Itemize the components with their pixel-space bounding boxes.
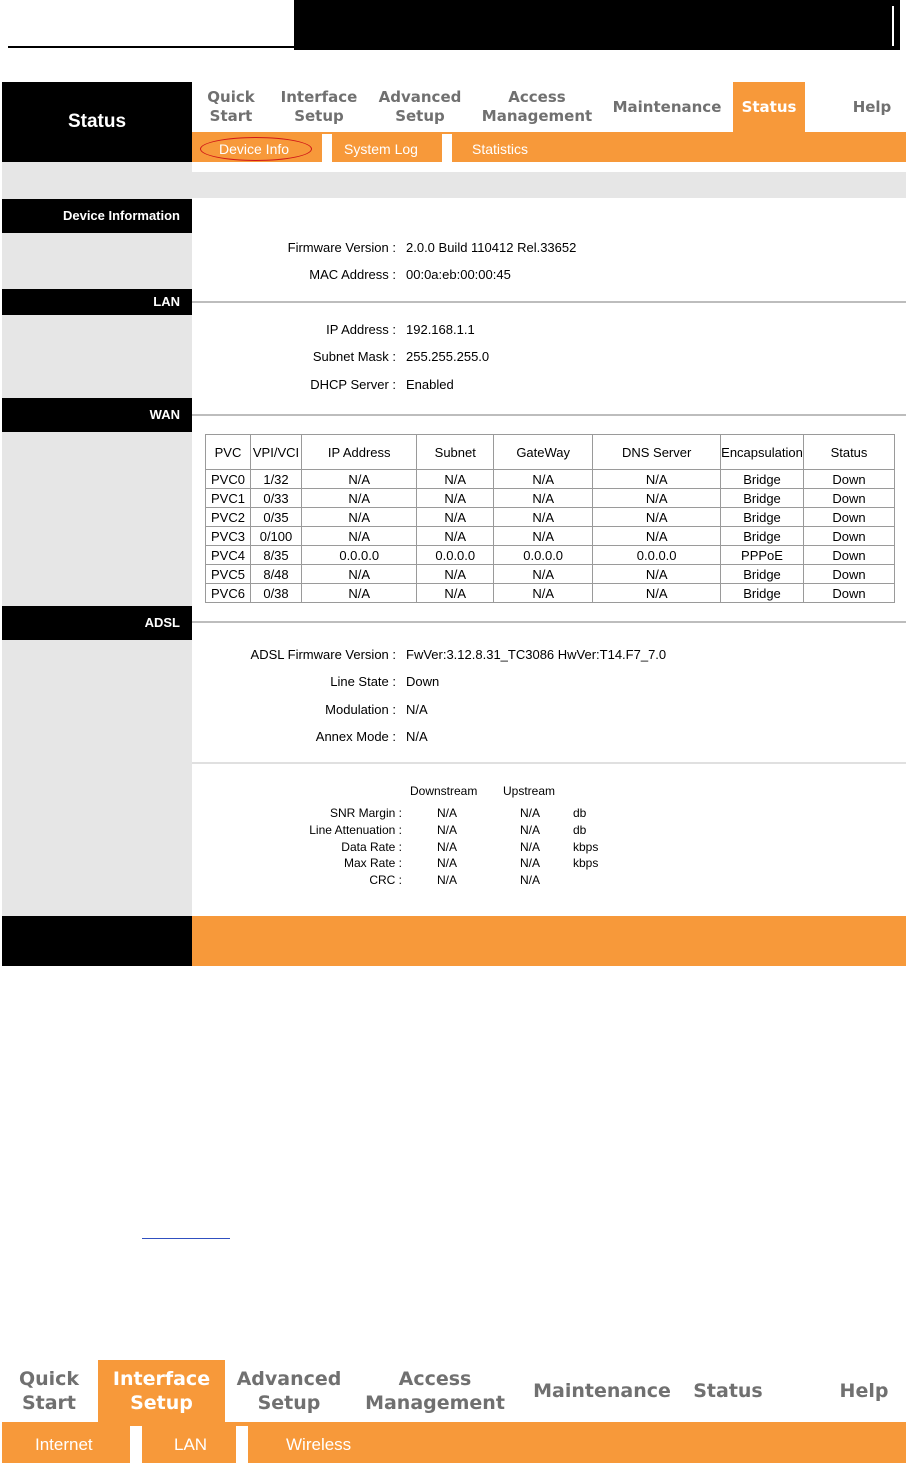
stat-up: N/A: [520, 840, 541, 854]
modulation-label: Modulation :: [325, 702, 396, 717]
nav-access-management[interactable]: Access Management: [481, 88, 593, 125]
wan-table-header: [206, 435, 895, 470]
col-dns-server: DNS Server: [593, 435, 721, 470]
subnav-device-info[interactable]: Device Info: [219, 141, 290, 157]
stat-down: N/A: [437, 806, 458, 820]
stat-unit: kbps: [573, 856, 599, 870]
cell-dns-server: N/A: [593, 527, 721, 546]
lan-ip-row: [192, 322, 906, 342]
stat-down: N/A: [437, 823, 458, 837]
section-divider: [192, 301, 906, 303]
cell-status: Down: [804, 508, 895, 527]
table-row: [206, 470, 895, 489]
firmware-version-label: Firmware Version :: [287, 240, 396, 255]
cell-status: Down: [804, 546, 895, 565]
footer-left: [2, 916, 192, 966]
sub-nav: [192, 132, 906, 162]
hyperlink-underline[interactable]: [142, 1238, 230, 1239]
subnav-separator: [322, 134, 332, 162]
nav-maintenance[interactable]: Maintenance: [612, 97, 722, 116]
nav-access-management[interactable]: Access Management: [365, 1368, 505, 1414]
cell-encapsulation: Bridge: [721, 470, 804, 489]
section-divider: [192, 414, 906, 416]
modulation-value: N/A: [406, 702, 428, 717]
cell-gateway: N/A: [494, 527, 593, 546]
nav-quick-start[interactable]: Quick Start: [207, 88, 255, 125]
cell-gateway: 0.0.0.0: [494, 546, 593, 565]
cell-dns-server: N/A: [593, 508, 721, 527]
stat-label: Data Rate :: [341, 840, 402, 854]
subnav-lan[interactable]: LAN: [174, 1435, 208, 1454]
cell-ip-address: N/A: [302, 565, 417, 584]
cell-dns-server: N/A: [593, 584, 721, 603]
cell-status: Down: [804, 565, 895, 584]
stat-up: N/A: [520, 856, 541, 870]
col-subnet: Subnet: [417, 435, 494, 470]
cell-gateway: N/A: [494, 565, 593, 584]
nav-status[interactable]: Status: [693, 1380, 763, 1402]
cell-pvc: PVC5: [206, 565, 251, 584]
cell-pvc: PVC4: [206, 546, 251, 565]
modulation-row: [192, 702, 906, 722]
cell-subnet: N/A: [417, 470, 494, 489]
cell-vpi-vci: 0/35: [251, 508, 302, 527]
cell-vpi-vci: 8/35: [251, 546, 302, 565]
cell-encapsulation: Bridge: [721, 489, 804, 508]
col-vpi-vci: VPI/VCI: [251, 435, 302, 470]
subnav-wireless[interactable]: Wireless: [286, 1435, 352, 1454]
cell-subnet: N/A: [417, 584, 494, 603]
mac-address-value: 00:0a:eb:00:00:45: [406, 267, 511, 282]
table-row: [206, 489, 895, 508]
cell-dns-server: N/A: [593, 489, 721, 508]
cell-ip-address: N/A: [302, 508, 417, 527]
dhcp-server-row: [192, 377, 906, 397]
line-state-row: [192, 674, 906, 694]
line-state-value: Down: [406, 674, 440, 689]
cell-vpi-vci: 0/100: [251, 527, 302, 546]
cell-ip-address: N/A: [302, 527, 417, 546]
cell-pvc: PVC2: [206, 508, 251, 527]
cell-vpi-vci: 8/48: [251, 565, 302, 584]
nav-advanced-setup[interactable]: Advanced Setup: [378, 88, 462, 125]
stat-label: SNR Margin :: [329, 806, 402, 820]
table-row: [206, 584, 895, 603]
document-header: [0, 0, 908, 52]
section-adsl: ADSL: [2, 606, 192, 640]
header-divider: [892, 6, 894, 46]
cell-status: Down: [804, 470, 895, 489]
header-rule: [8, 46, 294, 48]
stat-label: Line Attenuation :: [309, 823, 402, 837]
nav-quick-start[interactable]: Quick Start: [18, 1368, 80, 1414]
lan-ip-label: IP Address :: [326, 322, 396, 337]
cell-subnet: N/A: [417, 489, 494, 508]
adsl-firmware-value: FwVer:3.12.8.31_TC3086 HwVer:T14.F7_7.0: [406, 647, 667, 662]
annex-mode-row: [192, 729, 906, 749]
col-ip-address: IP Address: [302, 435, 417, 470]
subnav-statistics[interactable]: Statistics: [472, 141, 529, 157]
cell-dns-server: N/A: [593, 470, 721, 489]
table-row: [206, 527, 895, 546]
cell-vpi-vci: 0/33: [251, 489, 302, 508]
cell-pvc: PVC1: [206, 489, 251, 508]
subnav-system-log[interactable]: System Log: [344, 141, 418, 157]
header-band: [294, 0, 900, 50]
subnet-mask-value: 255.255.255.0: [406, 349, 490, 364]
nav-status[interactable]: Status: [733, 82, 805, 132]
table-row: [206, 508, 895, 527]
cell-gateway: N/A: [494, 584, 593, 603]
stat-unit: db: [573, 806, 587, 820]
section-lan: LAN: [2, 289, 192, 315]
subnet-mask-label: Subnet Mask :: [312, 349, 396, 364]
col-status: Status: [804, 435, 895, 470]
firmware-version-value: 2.0.0 Build 110412 Rel.33652: [406, 240, 577, 255]
col-pvc: PVC: [206, 435, 251, 470]
cell-subnet: N/A: [417, 565, 494, 584]
stats-col-downstream: Downstream: [410, 784, 478, 798]
main-nav: [192, 82, 906, 132]
cell-encapsulation: Bridge: [721, 508, 804, 527]
subnet-mask-row: [192, 349, 906, 369]
stat-up: N/A: [520, 806, 541, 820]
cell-encapsulation: PPPoE: [721, 546, 804, 565]
cell-ip-address: N/A: [302, 584, 417, 603]
adsl-divider: [192, 762, 906, 764]
cell-pvc: PVC3: [206, 527, 251, 546]
subnav-separator: [130, 1426, 142, 1463]
stat-down: N/A: [437, 873, 458, 887]
footer-bar: [192, 916, 906, 966]
cell-gateway: N/A: [494, 489, 593, 508]
stat-up: N/A: [520, 823, 541, 837]
cell-status: Down: [804, 489, 895, 508]
firmware-version-row: [192, 240, 906, 260]
cell-encapsulation: Bridge: [721, 584, 804, 603]
cell-ip-address: N/A: [302, 489, 417, 508]
cell-gateway: N/A: [494, 508, 593, 527]
wan-table: [205, 434, 895, 603]
cell-dns-server: N/A: [593, 565, 721, 584]
stat-label: Max Rate :: [343, 856, 402, 870]
cell-status: Down: [804, 584, 895, 603]
stat-unit: db: [573, 823, 587, 837]
subnav-internet[interactable]: Internet: [35, 1435, 93, 1454]
subnav-separator: [236, 1426, 248, 1463]
section-divider: [192, 621, 906, 623]
nav-maintenance[interactable]: Maintenance: [533, 1380, 671, 1402]
sub-nav-interface-setup: [2, 1422, 906, 1463]
nav-help[interactable]: Help: [852, 97, 892, 116]
cell-subnet: N/A: [417, 508, 494, 527]
col-gateway: GateWay: [494, 435, 593, 470]
lan-ip-value: 192.168.1.1: [406, 322, 475, 337]
stat-unit: kbps: [573, 840, 599, 854]
nav-interface-setup[interactable]: Interface Setup: [280, 88, 358, 125]
nav-advanced-setup[interactable]: Advanced Setup: [236, 1368, 342, 1414]
section-device-information: Device Information: [2, 199, 192, 233]
stat-up: N/A: [520, 873, 541, 887]
spacer-strip: [192, 172, 906, 198]
cell-subnet: N/A: [417, 527, 494, 546]
cell-subnet: 0.0.0.0: [417, 546, 494, 565]
annex-mode-value: N/A: [406, 729, 428, 744]
cell-gateway: N/A: [494, 470, 593, 489]
cell-ip-address: 0.0.0.0: [302, 546, 417, 565]
main-nav-interface-setup: [2, 1360, 906, 1422]
cell-vpi-vci: 0/38: [251, 584, 302, 603]
cell-encapsulation: Bridge: [721, 527, 804, 546]
nav-help[interactable]: Help: [839, 1380, 889, 1402]
dhcp-server-label: DHCP Server :: [310, 377, 396, 392]
dhcp-server-value: Enabled: [406, 377, 454, 392]
cell-ip-address: N/A: [302, 470, 417, 489]
cell-encapsulation: Bridge: [721, 565, 804, 584]
cell-pvc: PVC0: [206, 470, 251, 489]
col-encapsulation: Encapsulation: [721, 435, 804, 470]
mac-address-label: MAC Address :: [309, 267, 396, 282]
adsl-firmware-label: ADSL Firmware Version :: [250, 647, 396, 662]
stat-down: N/A: [437, 856, 458, 870]
cell-dns-server: 0.0.0.0: [593, 546, 721, 565]
mac-address-row: [192, 267, 906, 287]
nav-interface-setup[interactable]: Interface Setup: [98, 1360, 225, 1422]
stats-col-upstream: Upstream: [503, 784, 556, 798]
cell-pvc: PVC6: [206, 584, 251, 603]
cell-status: Down: [804, 527, 895, 546]
line-state-label: Line State :: [330, 674, 396, 689]
stat-label: CRC :: [369, 873, 402, 887]
page-title: Status: [2, 82, 192, 162]
adsl-firmware-row: [192, 647, 906, 667]
section-wan: WAN: [2, 398, 192, 432]
subnav-separator: [442, 134, 452, 162]
annex-mode-label: Annex Mode :: [315, 729, 396, 744]
cell-vpi-vci: 1/32: [251, 470, 302, 489]
router-status-page: [2, 82, 906, 966]
table-row: [206, 565, 895, 584]
stat-down: N/A: [437, 840, 458, 854]
table-row: [206, 546, 895, 565]
